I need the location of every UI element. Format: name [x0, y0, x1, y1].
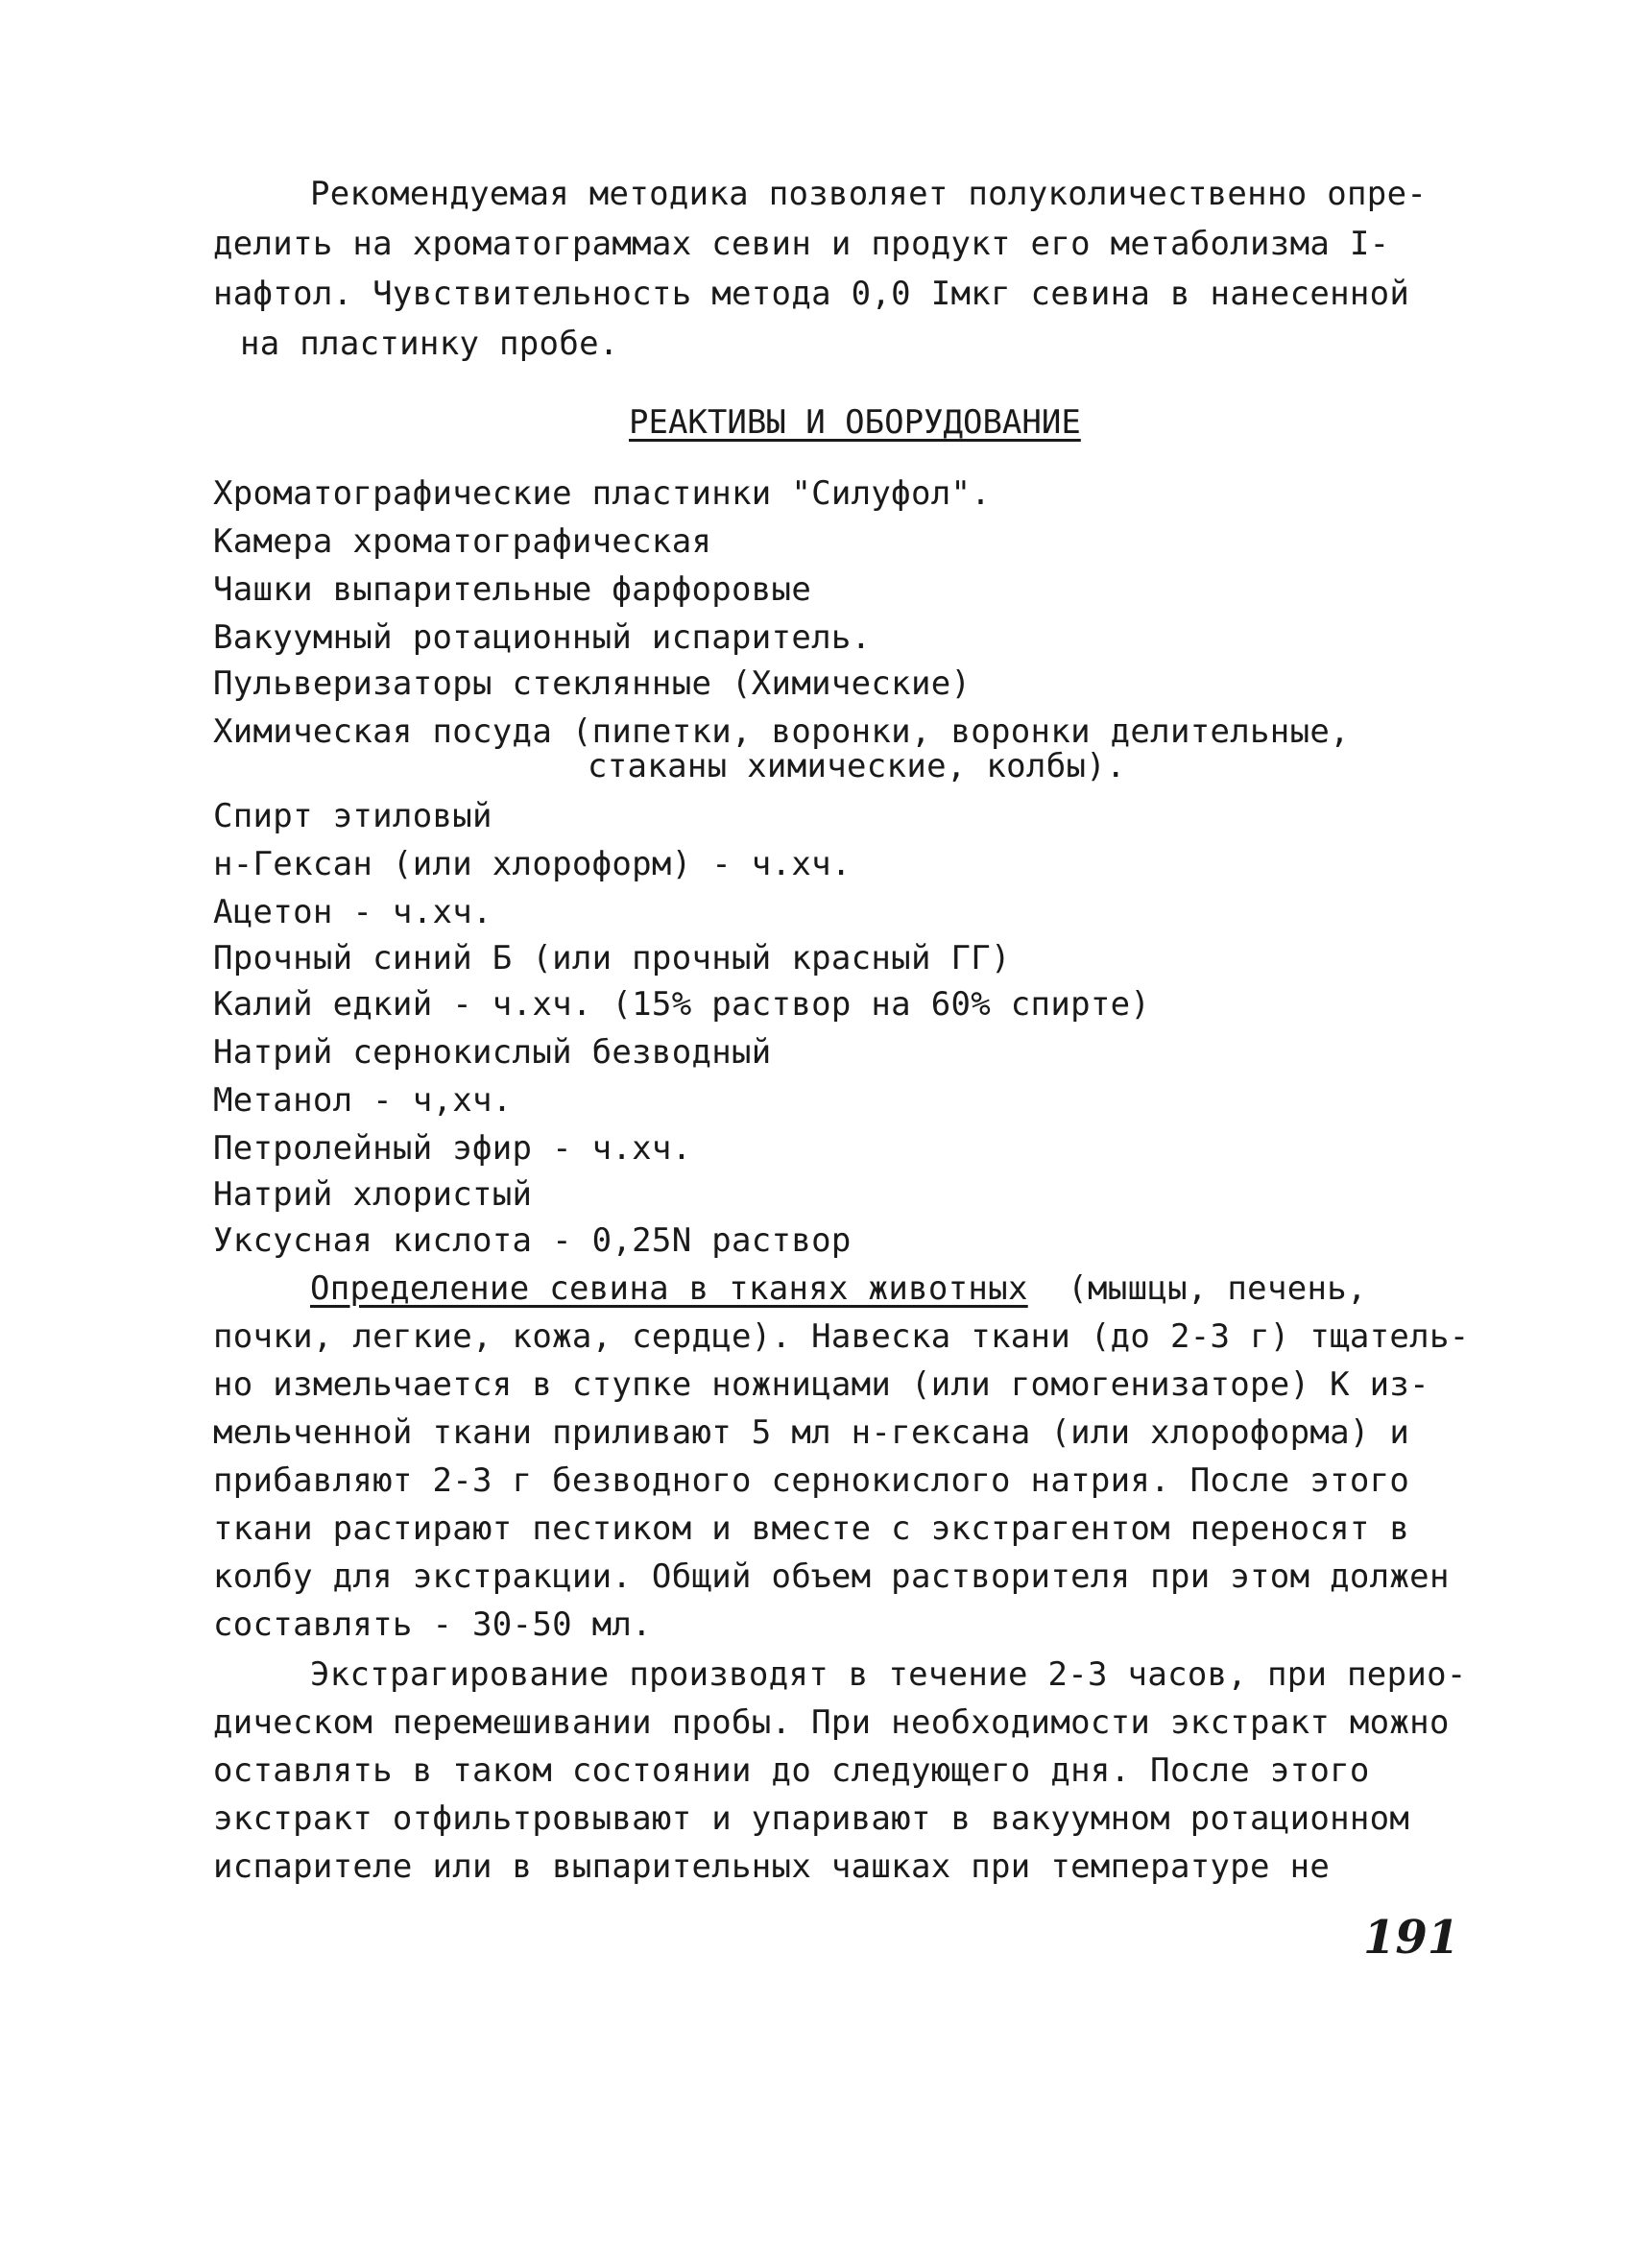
- para1-underlined-title: Определение севина в тканях животных: [310, 1269, 1028, 1308]
- reagent-item: Спирт этиловый: [213, 797, 492, 835]
- page-number: 191: [1363, 1911, 1460, 1965]
- para2-line-3: оставлять в таком состоянии до следующего дня. После этого: [213, 1751, 1370, 1790]
- reagent-item: Уксусная кислота - 0,25N раствор: [213, 1221, 852, 1260]
- reagent-item: Хроматографические пластинки "Силуфол".: [213, 474, 992, 513]
- para1-line-6: ткани растирают пестиком и вместе с экстрагентом переносят в: [213, 1509, 1410, 1548]
- reagent-item: Чашки выпарительные фарфоровые: [213, 570, 812, 609]
- para2-line-1: Экстрагирование производят в течение 2-3 часов, при перио-: [310, 1655, 1467, 1694]
- para1-line-1: [310, 1269, 1367, 1308]
- para1-line-2: почки, легкие, кожа, сердце). Навеска ткани (до 2-3 г) тщатель-: [213, 1317, 1470, 1356]
- section-heading: РЕАКТИВЫ И ОБОРУДОВАНИЕ: [629, 403, 1081, 442]
- reagent-item: Ацетон - ч.хч.: [213, 893, 492, 931]
- para1-line-7: колбу для экстракции. Общий объем растворителя при этом должен: [213, 1557, 1450, 1596]
- para2-line-5: испарителе или в выпарительных чашках при температуре не: [213, 1847, 1331, 1886]
- intro-line-3: нафтол. Чувствительность метода 0,0 Iмкг севина в нанесенной: [213, 275, 1410, 313]
- reagent-item: Натрий хлористый: [213, 1175, 533, 1214]
- intro-line-4: на пластинку пробе.: [240, 325, 619, 363]
- reagent-item: Прочный синий Б (или прочный красный ГГ): [213, 939, 1011, 977]
- reagent-item: Пульверизаторы стеклянные (Химические): [213, 664, 972, 703]
- reagent-item-continuation: стаканы химические, колбы).: [588, 747, 1126, 785]
- intro-line-1: Рекомендуемая методика позволяет полуколичественно опре-: [310, 175, 1428, 213]
- para2-line-4: экстракт отфильтровывают и упаривают в вакуумном ротационном: [213, 1799, 1410, 1838]
- reagent-item: Химическая посуда (пипетки, воронки, воронки делительные,: [213, 712, 1350, 751]
- para1-line-1-rest: (мышцы, печень,: [1027, 1269, 1367, 1308]
- reagent-item: Камера хроматографическая: [213, 522, 712, 561]
- reagent-item: Калий едкий - ч.хч. (15% раствор на 60% спирте): [213, 985, 1151, 1024]
- reagent-item: Метанол - ч,хч.: [213, 1081, 513, 1120]
- intro-line-2: делить на хроматограммах севин и продукт его метаболизма I-: [213, 225, 1390, 263]
- para2-line-2: дическом перемешивании пробы. При необходимости экстракт можно: [213, 1703, 1450, 1742]
- reagent-item: Петролейный эфир - ч.хч.: [213, 1129, 692, 1168]
- para1-line-8: составлять - 30-50 мл.: [213, 1605, 652, 1644]
- reagent-item: н-Гексан (или хлороформ) - ч.хч.: [213, 845, 852, 883]
- para1-line-3: но измельчается в ступке ножницами (или гомогенизаторе) К из-: [213, 1365, 1429, 1404]
- para1-line-5: прибавляют 2-3 г безводного сернокислого натрия. После этого: [213, 1461, 1410, 1500]
- reagent-item: Натрий сернокислый безводный: [213, 1033, 772, 1072]
- reagent-item: Вакуумный ротационный испаритель.: [213, 618, 872, 657]
- para1-line-4: мельченной ткани приливают 5 мл н-гексана (или хлороформа) и: [213, 1413, 1410, 1452]
